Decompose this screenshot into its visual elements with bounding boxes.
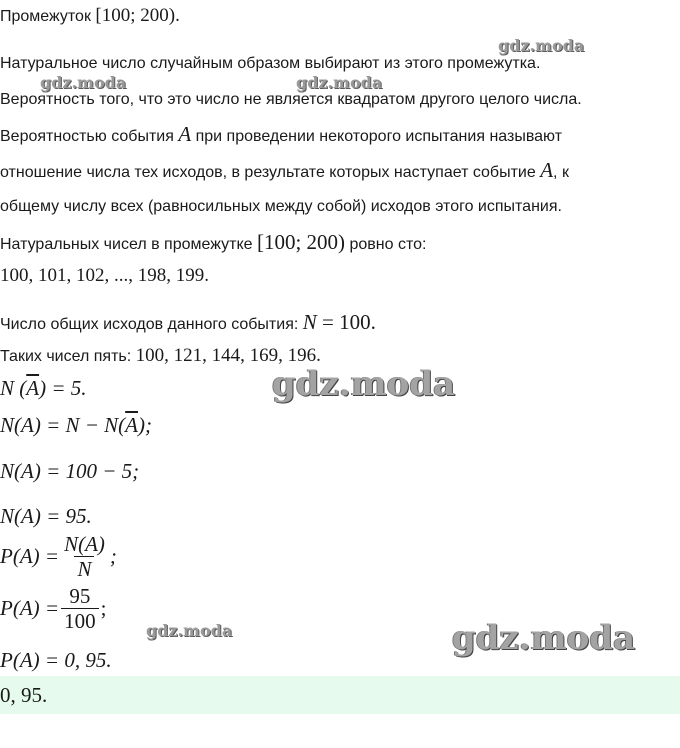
formula-end: ;	[109, 544, 117, 568]
number-sequence: 100, 101, 102, ..., 198, 199.	[0, 265, 209, 286]
formula-part: ) = 5.	[39, 376, 87, 400]
formula-part: N(A) = N − N(	[0, 413, 126, 437]
definition-line-3: общему числу всех (равносильных между собой) исходов этого испытания.	[0, 198, 562, 215]
count-end: ровно сто:	[349, 236, 427, 253]
formula-event-result: N(A) = 95.	[0, 504, 92, 528]
definition-text-c: отношение числа тех исходов, в результате которых наступает событие	[0, 164, 536, 181]
definition-line-1	[0, 124, 562, 147]
fraction-denominator: N	[74, 556, 94, 581]
definition-text-b: при проведении некоторого испытания называют	[195, 128, 563, 145]
probability-fraction	[61, 532, 108, 581]
count-label: Натуральных чисел в промежутке	[0, 236, 253, 253]
formula-end: ;	[100, 596, 107, 620]
formula-complement-count	[0, 376, 87, 401]
complement-event: $\overline{A}$	[26, 376, 40, 400]
complement-event: $\overline{A}$	[125, 413, 138, 437]
formula-part: );	[138, 413, 152, 437]
formula-event-count	[0, 413, 152, 438]
total-outcomes-line	[0, 312, 376, 335]
fraction-numerator: 95	[69, 584, 91, 608]
total-value: = 100.	[316, 310, 376, 334]
squares-label: Таких чисел пять:	[0, 348, 132, 365]
fraction-numerator: N(A)	[64, 532, 105, 556]
answer-value: 0, 95.	[0, 682, 48, 707]
watermark-logo: gdz.moda	[452, 618, 636, 658]
formula-part: N (	[0, 376, 27, 400]
task-text: Натуральное число случайным образом выбирают из этого промежутка.	[0, 55, 541, 72]
interval-line	[0, 6, 180, 27]
formula-probability	[0, 532, 117, 581]
total-variable: N	[302, 310, 317, 334]
interval-label: Промежуток	[0, 8, 91, 25]
interval-math: [100; 200)	[95, 5, 176, 26]
probability-fraction-values	[61, 584, 99, 633]
watermark-logo: gdz.moda	[296, 73, 383, 92]
watermark-logo: gdz.moda	[498, 36, 585, 55]
definition-text-d: , к	[553, 164, 569, 181]
squares-line	[0, 346, 321, 367]
squares-list: 100, 121, 144, 169, 196.	[135, 345, 321, 366]
definition-text-a: Вероятностью события	[0, 128, 174, 145]
probability-lhs: P(A) =	[0, 596, 60, 620]
probability-lhs: P(A) =	[0, 544, 60, 568]
watermark-logo: gdz.moda	[146, 621, 233, 640]
formula-probability-values	[0, 584, 106, 633]
count-math: [100; 200)	[256, 230, 346, 254]
formula-substitution: N(A) = 100 − 5;	[0, 459, 140, 483]
fraction-denominator: 100	[61, 608, 99, 633]
count-line	[0, 232, 426, 255]
formula-probability-result: P(A) = 0, 95.	[0, 648, 112, 672]
definition-line-2	[0, 160, 569, 183]
total-label: Число общих исходов данного события:	[0, 316, 299, 333]
answer-box	[0, 676, 680, 714]
event-variable-2: A	[540, 158, 554, 182]
event-variable: A	[178, 122, 192, 146]
watermark-logo: gdz.moda	[272, 364, 456, 404]
watermark-logo: gdz.moda	[40, 73, 127, 92]
question-text: Вероятность того, что это число не является квадратом другого целого числа.	[0, 91, 582, 108]
interval-end: .	[175, 5, 180, 26]
